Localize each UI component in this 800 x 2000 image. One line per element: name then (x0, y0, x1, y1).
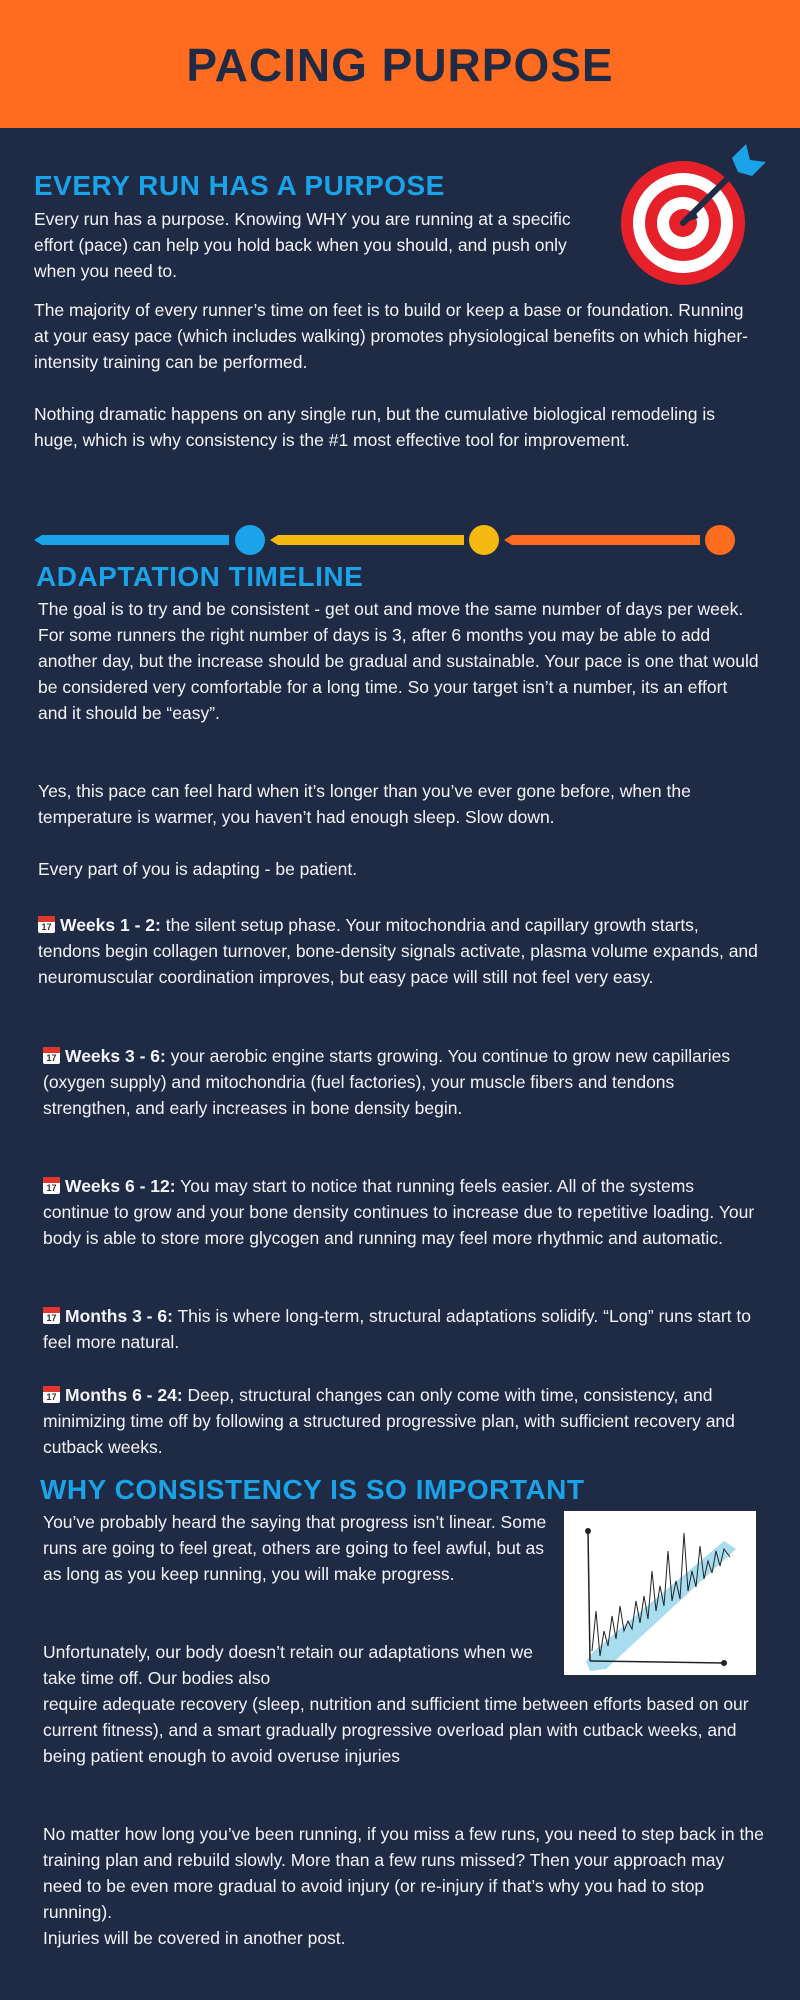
phase-text: the silent setup phase. Your mitochondria and capillary growth starts, tendons begin collagen turnover, bone-density signals activate, plasma volume expands, and neuromuscular coordination improves, but easy pace will still not feel very easy. (38, 915, 758, 987)
consistency-paragraph-4: Injuries will be covered in another post. (43, 1928, 346, 1948)
phase-weeks-6-12 (43, 1173, 765, 1251)
phase-label: Weeks 6 - 12: (65, 1176, 176, 1196)
timeline-paragraph-3: Every part of you is adapting - be patient. (38, 859, 358, 879)
phase-label: Months 3 - 6: (65, 1306, 173, 1326)
calendar-icon (43, 1177, 60, 1194)
consistency-paragraph-2b: require adequate recovery (sleep, nutrition and sufficient time between efforts based on our current fitness), and a smart gradually progressive overload plan with cutback weeks, and being patient enough to avoid overuse injuries (43, 1694, 749, 1766)
phase-text: your aerobic engine starts growing. You continue to grow new capillaries (oxygen supply) and mitochondria (fuel factories), your muscle fibers and tendons strengthen, and early increases in bone density begin. (43, 1046, 731, 1118)
timeline-paragraph-1: The goal is to try and be consistent - get out and move the same number of days per week. For some runners the right number of days is 3, after 6 months you may be able to add another day, but the increase should be gradual and sustainable. Your pace is one that would be considered very comfortable for a long time. So your target isn’t a number, its an effort and it should be “easy”. (38, 599, 759, 723)
purpose-paragraph-2: The majority of every runner’s time on feet is to build or keep a base or foundation. Running at your easy pace (which includes walking) promotes physiological benefits on which higher-intensity training can be performed. (34, 300, 748, 372)
phase-weeks-1-2 (38, 912, 760, 990)
target-arrow-icon (620, 140, 770, 290)
phase-label: Weeks 3 - 6: (65, 1046, 166, 1066)
section-divider (34, 520, 740, 560)
consistency-paragraph-2a: Unfortunately, our body doesn’t retain our adaptations when we take time off. Our bodies also (43, 1642, 533, 1688)
consistency-paragraph-1: You’ve probably heard the saying that progress isn’t linear. Some runs are going to feel great, others are going to feel awful, but as as long as you keep running, you will make progress. (43, 1512, 547, 1584)
section-heading-timeline: ADAPTATION TIMELINE (36, 561, 364, 592)
purpose-paragraph-3: Nothing dramatic happens on any single run, but the cumulative biological remodeling is huge, which is why consistency is the #1 most effective tool for improvement. (34, 404, 715, 450)
phase-text: You may start to notice that running feels easier. All of the systems continue to grow and your bone density continues to increase due to repetitive loading. Your body is able to store more glycogen and running may feel more rhythmic and automatic. (43, 1176, 755, 1248)
nonlinear-progress-sketch (564, 1511, 756, 1675)
page-title: PACING PURPOSE (186, 39, 614, 91)
timeline-paragraph-2: Yes, this pace can feel hard when it’s longer than you’ve ever gone before, when the temperature is warmer, you haven’t had enough sleep. Slow down. (38, 781, 691, 827)
calendar-icon (38, 916, 55, 933)
calendar-icon (43, 1386, 60, 1403)
purpose-intro: Every run has a purpose. Knowing WHY you are running at a specific effort (pace) can help you hold back when you should, and push only when you need to. (34, 209, 571, 281)
header-banner (0, 0, 800, 128)
consistency-paragraph-3: No matter how long you’ve been running, if you miss a few runs, you need to step back in the training plan and rebuild slowly. More than a few runs missed? Then your approach may need to be even more gradual to avoid injury (or re-injury if that’s why you had to stop running). (43, 1824, 764, 1922)
calendar-icon (43, 1047, 60, 1064)
phase-label: Months 6 - 24: (65, 1385, 183, 1405)
phase-label: Weeks 1 - 2: (60, 915, 161, 935)
phase-months-6-24 (43, 1382, 765, 1460)
section-heading-consistency: WHY CONSISTENCY IS SO IMPORTANT (40, 1474, 585, 1505)
phase-text: Deep, structural changes can only come with time, consistency, and minimizing time off by following a structured progressive plan, with sufficient recovery and cutback weeks. (43, 1385, 735, 1457)
phase-weeks-3-6 (43, 1043, 765, 1121)
section-heading-purpose: EVERY RUN HAS A PURPOSE (34, 170, 445, 201)
calendar-icon (43, 1307, 60, 1324)
phase-months-3-6 (43, 1303, 765, 1355)
phase-text: This is where long-term, structural adaptations solidify. “Long” runs start to feel more natural. (43, 1306, 751, 1352)
